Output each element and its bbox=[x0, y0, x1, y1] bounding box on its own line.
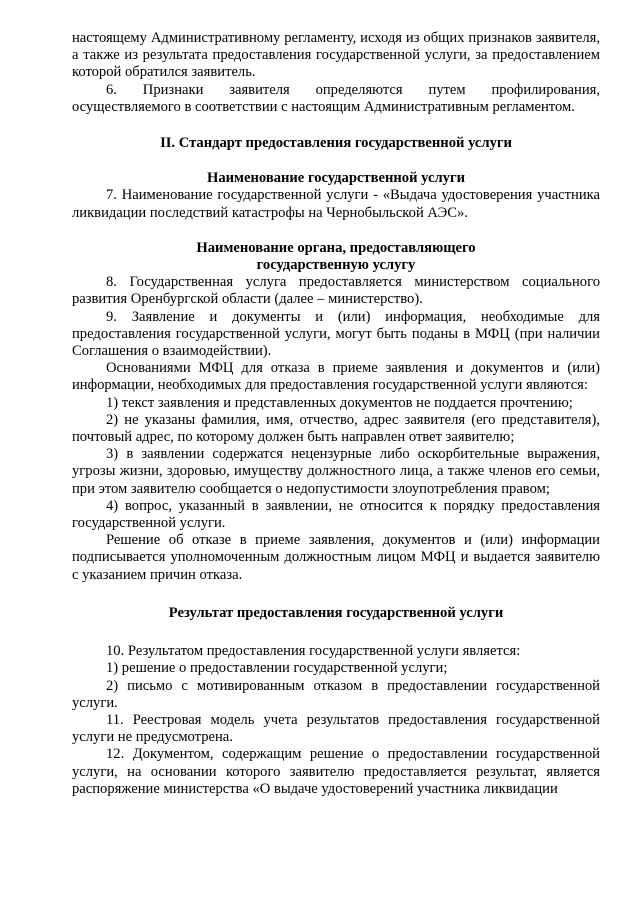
ground-2: 2) не указаны фамилия, имя, отчество, адрес заявителя (его представителя), почтовый адрес, по которому должен быть направлен ответ заявителю; bbox=[72, 411, 600, 446]
document-page bbox=[72, 30, 600, 798]
heading-authority-line-1: Наименование органа, предоставляющего bbox=[196, 239, 476, 256]
paragraph-intro: настоящему Административному регламенту, исходя из общих признаков заявителя, а также из результата предоставления государственной услуги, за предоставлением которой обратился заявитель. bbox=[72, 30, 600, 81]
paragraph-grounds: Основаниями МФЦ для отказа в приеме заявления и документов и (или) информации, необходимых для предоставления государственной услуги являются: bbox=[72, 360, 600, 394]
paragraph-12: 12. Документом, содержащим решение о предоставлении государственной услуги, на основании которого заявителю предоставляется результат, является распоряжение министерства «О выдаче удостоверений участника ликвидации bbox=[72, 746, 600, 797]
paragraph-6: 6. Признаки заявителя определяются путем профилирования, осуществляемого в соответствии с настоящим Административным регламентом. bbox=[72, 81, 600, 115]
section-2-title: II. Стандарт предоставления государственной услуги bbox=[160, 135, 512, 152]
paragraph-7: 7. Наименование государственной услуги - «Выдача удостоверения участника ликвидации последствий катастрофы на Чернобыльской АЭС». bbox=[72, 187, 600, 221]
paragraph-10: 10. Результатом предоставления государственной услуги является: bbox=[106, 643, 521, 660]
result-1: 1) решение о предоставлении государственной услуги; bbox=[106, 660, 448, 677]
result-2: 2) письмо с мотивированным отказом в предоставлении государственной услуги. bbox=[72, 677, 600, 711]
paragraph-8: 8. Государственная услуга предоставляется министерством социального развития Оренбургской области (далее – министерство). bbox=[72, 274, 600, 308]
ground-1: 1) текст заявления и представленных документов не поддается прочтению; bbox=[106, 394, 573, 411]
paragraph-11: 11. Реестровая модель учета результатов предоставления государственной услуги не предусмотрена. bbox=[72, 711, 600, 746]
paragraph-refusal: Решение об отказе в приеме заявления, документов и (или) информации подписывается уполномоченным должностным лицом МФЦ и выдается заявителю с указанием причин отказа. bbox=[72, 532, 600, 583]
ground-3: 3) в заявлении содержатся нецензурные либо оскорбительные выражения, угрозы жизни, здоровью, имуществу должностного лица, а также членов его семьи, при этом заявителю сообщается о недопустимости злоупотребления правом; bbox=[72, 446, 600, 497]
heading-service-name: Наименование государственной услуги bbox=[207, 170, 465, 187]
heading-authority-line-2: государственную услугу bbox=[256, 257, 416, 274]
heading-result: Результат предоставления государственной услуги bbox=[168, 604, 504, 621]
ground-4: 4) вопрос, указанный в заявлении, не относится к порядку предоставления государственной услуги. bbox=[72, 497, 600, 532]
paragraph-9: 9. Заявление и документы и (или) информация, необходимые для предоставления государственной услуги, могут быть поданы в МФЦ (при наличии Соглашения о взаимодействии). bbox=[72, 308, 600, 360]
